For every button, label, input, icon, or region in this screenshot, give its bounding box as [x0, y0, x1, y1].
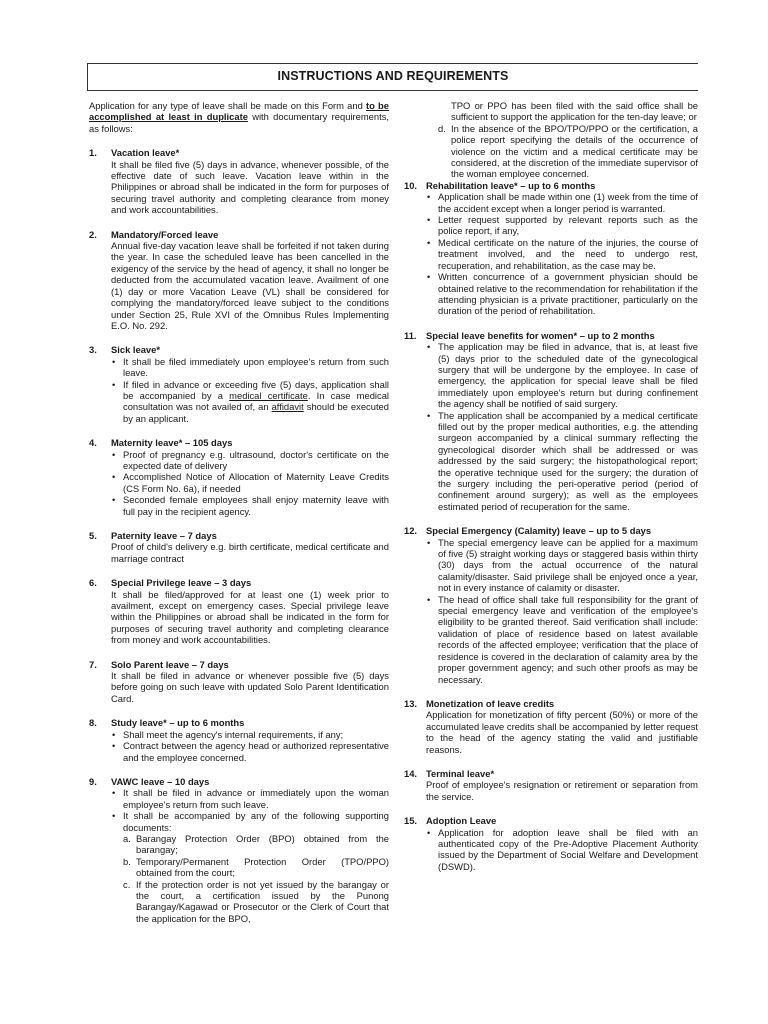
intro-emphasis: to be accomplished at least in duplicate [89, 100, 389, 123]
bullet-emphasis: medical certificate [229, 389, 308, 401]
sub-item-letter: c. [123, 878, 131, 890]
sub-item-letter: d. [438, 122, 446, 134]
sub-item [123, 833, 389, 856]
section-number: 5. [89, 530, 97, 541]
supporting-documents-list-continued [404, 123, 698, 180]
bullet-item [111, 810, 389, 833]
sub-item-text: In the absence of the BPO/TPO/PPO or the certification, a police report specifying the details of the occurrence of violence on the victim and a medical certificate may be considered, at the discretion of the immediate supervisor of the woman employee concerned. [451, 122, 698, 180]
section-number: 4. [89, 437, 97, 449]
section-heading: Sick leave* [111, 344, 160, 356]
right-column [404, 100, 698, 872]
bullet-item: • The application may be filed in advance, that is, at least five (5) days prior to the scheduled date of the gynecological surgery that will be undergone by the employee. In case of emergency, the application for special leave shall be filed immediately upon employee's return but during confinement the agency shall be notified of said surgery. [426, 341, 698, 409]
section-number: 15. [404, 815, 418, 827]
bullet-text: It shall be accompanied by any of the following supporting documents: [123, 810, 389, 833]
section-body: Proof of child's delivery e.g. birth certificate, medical certificate and marriage contract [111, 541, 389, 564]
bullet-item: • Application shall be made within one (1) week from the time of the accident except when a longer period is warranted. [426, 191, 698, 214]
section-mandatory-leave [89, 229, 389, 332]
section-rehabilitation-leave [404, 180, 698, 317]
section-heading: Special Emergency (Calamity) leave – up to 5 days [426, 525, 652, 537]
section-heading: Study leave* – up to 6 months [111, 717, 245, 729]
section-special-privilege-leave [89, 577, 389, 645]
bullet-item: • Application for adoption leave shall be filed with an authenticated copy of the Pre-Adoptive Placement Authority issued by the Department of Social Welfare and Development (DSWD). [426, 827, 698, 873]
section-heading: Paternity leave – 7 days [111, 530, 217, 541]
section-heading: Monetization of leave credits [426, 697, 555, 709]
section-body: It shall be filed five (5) days in advance, whenever possible, of the effective date of such leave. Vacation leave within in the Philippines or abroad shall be indicated in the form for purposes of securing travel authority and completing clearance from money and work accountabilities. [111, 158, 389, 216]
bullet-text: If filed in advance or exceeding five (5) days, application shall be accompanied by a [123, 378, 389, 401]
section-body: It shall be filed in advance or whenever possible five (5) days before going on such leave with updated Solo Parent Identification Card. [111, 670, 389, 704]
section-number: 12. [404, 525, 418, 537]
bullet-item: • Shall meet the agency's internal requirements, if any; [111, 729, 389, 740]
section-maternity-leave [89, 437, 389, 517]
section-number: 1. [89, 147, 97, 159]
section-body: Annual five-day vacation leave shall be forfeited if not taken during the year. In case the scheduled leave has been cancelled in the exigency of the service by the head of agency, it shall no longer be deducted from the accumulated vacation leave. Availment of one (1) day or more Vacation Leave (VL) shall be considered for complying the mandatory/forced leave subject to the conditions under Section 25, Rule XVI of the Omnibus Rules Implementing E.O. No. 292. [111, 240, 389, 331]
sub-item-text: Barangay Protection Order (BPO) obtained from the barangay; [136, 832, 389, 856]
bullet-item: • Written concurrence of a government physician should be obtained relative to the recommendation for rehabilitation if the attending physician is a private practitioner, particularly on the duration of the period of rehabilitation. [426, 271, 698, 317]
section-vacation-leave [89, 147, 389, 215]
intro-text: Application for any type of leave shall be made on this Form and [89, 100, 367, 111]
bullet-item: • The head of office shall take full responsibility for the grant of special emergency leave and verification of the employee's eligibility to be granted thereof. Said verification shall include: validation of place of residence based on latest available records of the affected employee; verification that the place of residence is covered in the declaration of calamity area by the proper government agency; and such other proofs as may be necessary. [426, 594, 698, 685]
bullet-item: • It shall be filed immediately upon employee's return from such leave. [111, 356, 389, 379]
section-body: It shall be filed/approved for at least one (1) week prior to availment, except on emergency cases. Special privilege leave within the Philippines or abroad shall be indicated in the form for purposes of securing travel authority and completing clearance from money and work accountabilities. [111, 588, 389, 646]
section-adoption-leave [404, 815, 698, 872]
section-special-emergency-leave [404, 525, 698, 685]
section-number: 3. [89, 344, 97, 356]
section-paternity-leave [89, 530, 389, 564]
section-heading: Terminal leave* [426, 767, 495, 779]
section-heading: Vacation leave* [111, 147, 180, 159]
sub-item-continued: TPO or PPO has been filed with the said office shall be sufficient to support the application for the ten-day leave; or [451, 100, 698, 123]
section-number: 9. [89, 775, 97, 787]
section-heading: VAWC leave – 10 days [111, 775, 210, 787]
section-number: 7. [89, 658, 97, 670]
sub-item-text: If the protection order is not yet issued by the barangay or the court, a certification issued by the Punong Barangay/Kagawad or Prosecutor or the Clerk of Court that the application for the BPO, [136, 878, 389, 924]
section-study-leave [89, 717, 389, 763]
bullet-text: . In case medical consultation was not availed of, an [123, 389, 389, 413]
bullet-emphasis: affidavit [271, 401, 304, 413]
sub-item [438, 123, 698, 180]
section-body: Proof of employee's resignation or retirement or separation from the service. [426, 779, 698, 802]
bullet-item: • Accomplished Notice of Allocation of Maternity Leave Credits (CS Form No. 6a), if needed [111, 471, 389, 494]
intro-paragraph [89, 100, 389, 134]
section-body: Application for monetization of fifty percent (50%) or more of the accumulated leave credits shall be accompanied by letter request to the head of the agency stating the valid and justifiable reasons. [426, 709, 698, 755]
bullet-item: • Letter request supported by relevant reports such as the police report, if any, [426, 214, 698, 237]
bullet-item: • Contract between the agency head or authorized representative and the employee concerned. [111, 740, 389, 763]
sub-item [123, 879, 389, 925]
section-number: 10. [404, 179, 418, 191]
bullet-item: • Medical certificate on the nature of the injuries, the course of treatment involved, and the need to undergo rest, recuperation, and rehabilitation, as the case may be. [426, 237, 698, 271]
title-box [87, 63, 698, 91]
sub-item-letter: b. [123, 855, 131, 867]
section-heading: Mandatory/Forced leave [111, 228, 219, 240]
sub-item-letter: a. [123, 832, 131, 844]
section-heading: Special leave benefits for women* – up to 2 months [426, 329, 655, 341]
section-heading: Maternity leave* – 105 days [111, 437, 233, 449]
section-heading: Adoption Leave [426, 815, 497, 827]
section-heading: Rehabilitation leave* – up to 6 months [426, 179, 596, 191]
section-number: 11. [404, 329, 417, 341]
section-number: 6. [89, 577, 97, 589]
section-vawc-leave [89, 776, 389, 924]
section-number: 2. [89, 228, 97, 240]
section-monetization [404, 698, 698, 755]
section-terminal-leave [404, 768, 698, 802]
left-column [89, 100, 389, 924]
page-title: INSTRUCTIONS AND REQUIREMENTS [277, 69, 509, 84]
section-heading: Special Privilege leave – 3 days [111, 577, 252, 589]
section-number: 14. [404, 767, 418, 779]
bullet-item: • It shall be filed in advance or immediately upon the woman employee's return from such leave. [111, 787, 389, 810]
section-solo-parent-leave [89, 659, 389, 705]
supporting-documents-list [89, 833, 389, 924]
section-number: 8. [89, 717, 97, 729]
bullet-item: • Proof of pregnancy e.g. ultrasound, doctor's certificate on the expected date of delivery [111, 449, 389, 472]
section-number: 13. [404, 697, 418, 709]
bullet-item [111, 379, 389, 425]
bullet-text: should be executed by an applicant. [123, 401, 389, 424]
bullet-item: • Seconded female employees shall enjoy maternity leave with full pay in the recipient agency. [111, 494, 389, 517]
section-special-leave-women [404, 330, 698, 513]
sub-item-text: Temporary/Permanent Protection Order (TPO/PPO) obtained from the court; [136, 855, 389, 879]
bullet-item: • The special emergency leave can be applied for a maximum of five (5) straight working days or staggered basis within thirty (30) days from the actual occurrence of the natural calamity/disaster. Said privilege shall be enjoyed once a year, not in every instance of calamity or disaster. [426, 537, 698, 594]
bullet-item: • The application shall be accompanied by a medical certificate filled out by the proper medical authorities, e.g. the attending surgeon accompanied by a clinical summary reflecting the gynecological disorder which shall be addressed or was addressed by the said surgery; the histopathological report; the operative technique used for the surgery; the duration of the surgery including the peri-operative period (period of confinement around surgery); as well as the employees estimated period of recuperation for the same. [426, 410, 698, 513]
section-heading: Solo Parent leave – 7 days [111, 658, 229, 670]
sub-item [123, 856, 389, 879]
section-sick-leave [89, 344, 389, 424]
intro-text-end: with documentary requirements, as follows: [89, 111, 389, 134]
